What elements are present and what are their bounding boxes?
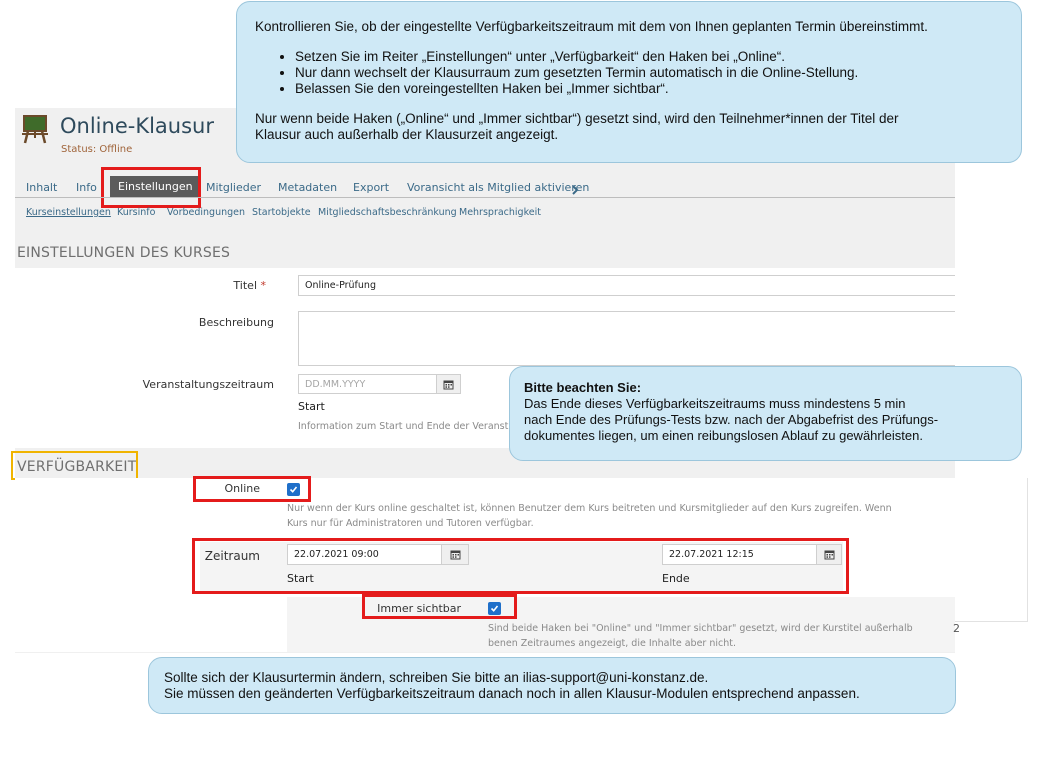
callout-outro-line2: Klausur auch außerhalb der Klausurzeit angezeigt.: [255, 127, 559, 142]
period-start-input[interactable]: 22.07.2021 09:00: [287, 544, 442, 565]
callout-contact-line1: Sollte sich der Klausurtermin ändern, schreiben Sie bitte an ilias-support@uni-konstanz.de.: [164, 670, 709, 685]
period-end-caption: Ende: [662, 572, 690, 585]
tab-voransicht[interactable]: Voransicht als Mitglied aktivieren: [407, 181, 590, 194]
callout-bullet: • Nur dann wechselt der Klausurraum zum gesetzten Termin automatisch in die Online-Stellung.: [295, 65, 1003, 81]
description-textarea[interactable]: [298, 311, 955, 366]
event-start-input[interactable]: DD.MM.YYYY: [298, 374, 437, 394]
callout-bullets: [255, 49, 1003, 97]
always-visible-hint-line2: benen Zeitraumes angezeigt, die Inhalte aber nicht.: [488, 638, 736, 649]
description-label: Beschreibung: [198, 316, 274, 329]
title-label: Titel *: [233, 279, 266, 292]
subtab-startobjekte[interactable]: Startobjekte: [252, 207, 311, 218]
callout-contact: [148, 657, 956, 714]
callout-bullet: • Setzen Sie im Reiter „Einstellungen“ unter „Verfügbarkeit“ den Haken bei „Online“.: [295, 49, 1003, 65]
tab-info[interactable]: Info: [76, 181, 97, 194]
period-label: Zeitraum: [204, 549, 260, 563]
tab-einstellungen-highlight: [101, 167, 201, 208]
always-visible-hint-line1: Sind beide Haken bei "Online" und "Immer sichtbar" gesetzt, wird der Kurstitel außerhalb: [488, 623, 913, 634]
event-period-label: Veranstaltungszeitraum: [142, 378, 274, 391]
calendar-icon[interactable]: [436, 374, 461, 394]
online-hint-line1: Nur wenn der Kurs online geschaltet ist, können Benutzer dem Kurs beitreten und Kursmitglieder auf den Kurs zugreifen. Wenn: [287, 503, 892, 514]
event-start-caption: Start: [298, 400, 325, 413]
online-label: Online: [224, 482, 260, 495]
tab-mitglieder[interactable]: Mitglieder: [206, 181, 261, 194]
callout-note-line3: dokumentes liegen, um einen reibungslosen Ablauf zu gewährleisten.: [524, 428, 923, 443]
title-input[interactable]: Online-Prüfung: [298, 275, 955, 296]
period-highlight: [192, 538, 849, 594]
course-icon: [22, 114, 48, 144]
period-start-caption: Start: [287, 572, 314, 585]
always-visible-label: Immer sichtbar: [377, 602, 461, 615]
callout-outro-line1: Nur wenn beide Haken („Online“ und „Immer sichtbar“) gesetzt sind, wird den Teilnehmer*innen der Titel der: [255, 111, 899, 126]
callout-intro: Kontrollieren Sie, ob der eingestellte Verfügbarkeitszeitraum mit dem von Ihnen geplanten Termin übereinstimmt.: [255, 19, 928, 34]
callout-bullet: • Belassen Sie den voreingestellten Haken bei „Immer sichtbar“.: [295, 81, 1003, 97]
callout-note-line2: nach Ende des Prüfungs-Tests bzw. nach der Abgabefrist des Prüfungs-: [524, 412, 939, 427]
tab-metadaten[interactable]: Metadaten: [278, 181, 338, 194]
callout-instructions: [236, 1, 1022, 163]
subtab-mehrsprachigkeit[interactable]: Mehrsprachigkeit: [459, 207, 541, 218]
chevron-right-icon[interactable]: [570, 181, 580, 193]
callout-note-heading: Bitte beachten Sie:: [524, 380, 642, 395]
subtab-mitgliedschaft[interactable]: Mitgliedschaftsbeschränkung: [318, 207, 457, 218]
callout-contact-line2: Sie müssen den geänderten Verfügbarkeitszeitraum danach noch in allen Klausur-Modulen entsprechend anpassen.: [164, 686, 860, 701]
online-hint-line2: Kurs nur für Administratoren und Tutoren verfügbar.: [287, 518, 534, 529]
page-title: Online-Klausur: [60, 114, 214, 138]
tab-divider: [15, 197, 955, 198]
callout-note: [509, 366, 1022, 461]
callout-note-line1: Das Ende dieses Verfügbarkeitszeitraums muss mindestens 5 min: [524, 396, 906, 411]
availability-right-edge: [955, 478, 1028, 622]
subtab-kursinfo[interactable]: Kursinfo: [117, 207, 156, 218]
subtab-vorbedingungen[interactable]: Vorbedingungen: [167, 207, 246, 218]
always-visible-highlight: [362, 594, 517, 619]
event-info-hint: Information zum Start und Ende der Veranst: [298, 421, 509, 432]
tab-inhalt[interactable]: Inhalt: [26, 181, 58, 194]
subtab-kurseinstellungen[interactable]: Kurseinstellungen: [26, 207, 111, 218]
period-end-input[interactable]: 22.07.2021 12:15: [662, 544, 817, 565]
availability-heading: VERFÜGBARKEIT: [17, 459, 137, 475]
online-highlight: [193, 476, 311, 502]
availability-heading-highlight: [11, 451, 138, 480]
status-badge: Status: Offline: [61, 144, 133, 155]
course-settings-heading: EINSTELLUNGEN DES KURSES: [17, 245, 231, 261]
tab-export[interactable]: Export: [353, 181, 390, 194]
tab-einstellungen[interactable]: Einstellungen: [110, 176, 201, 197]
cut-text-fragment: 2: [953, 622, 960, 635]
